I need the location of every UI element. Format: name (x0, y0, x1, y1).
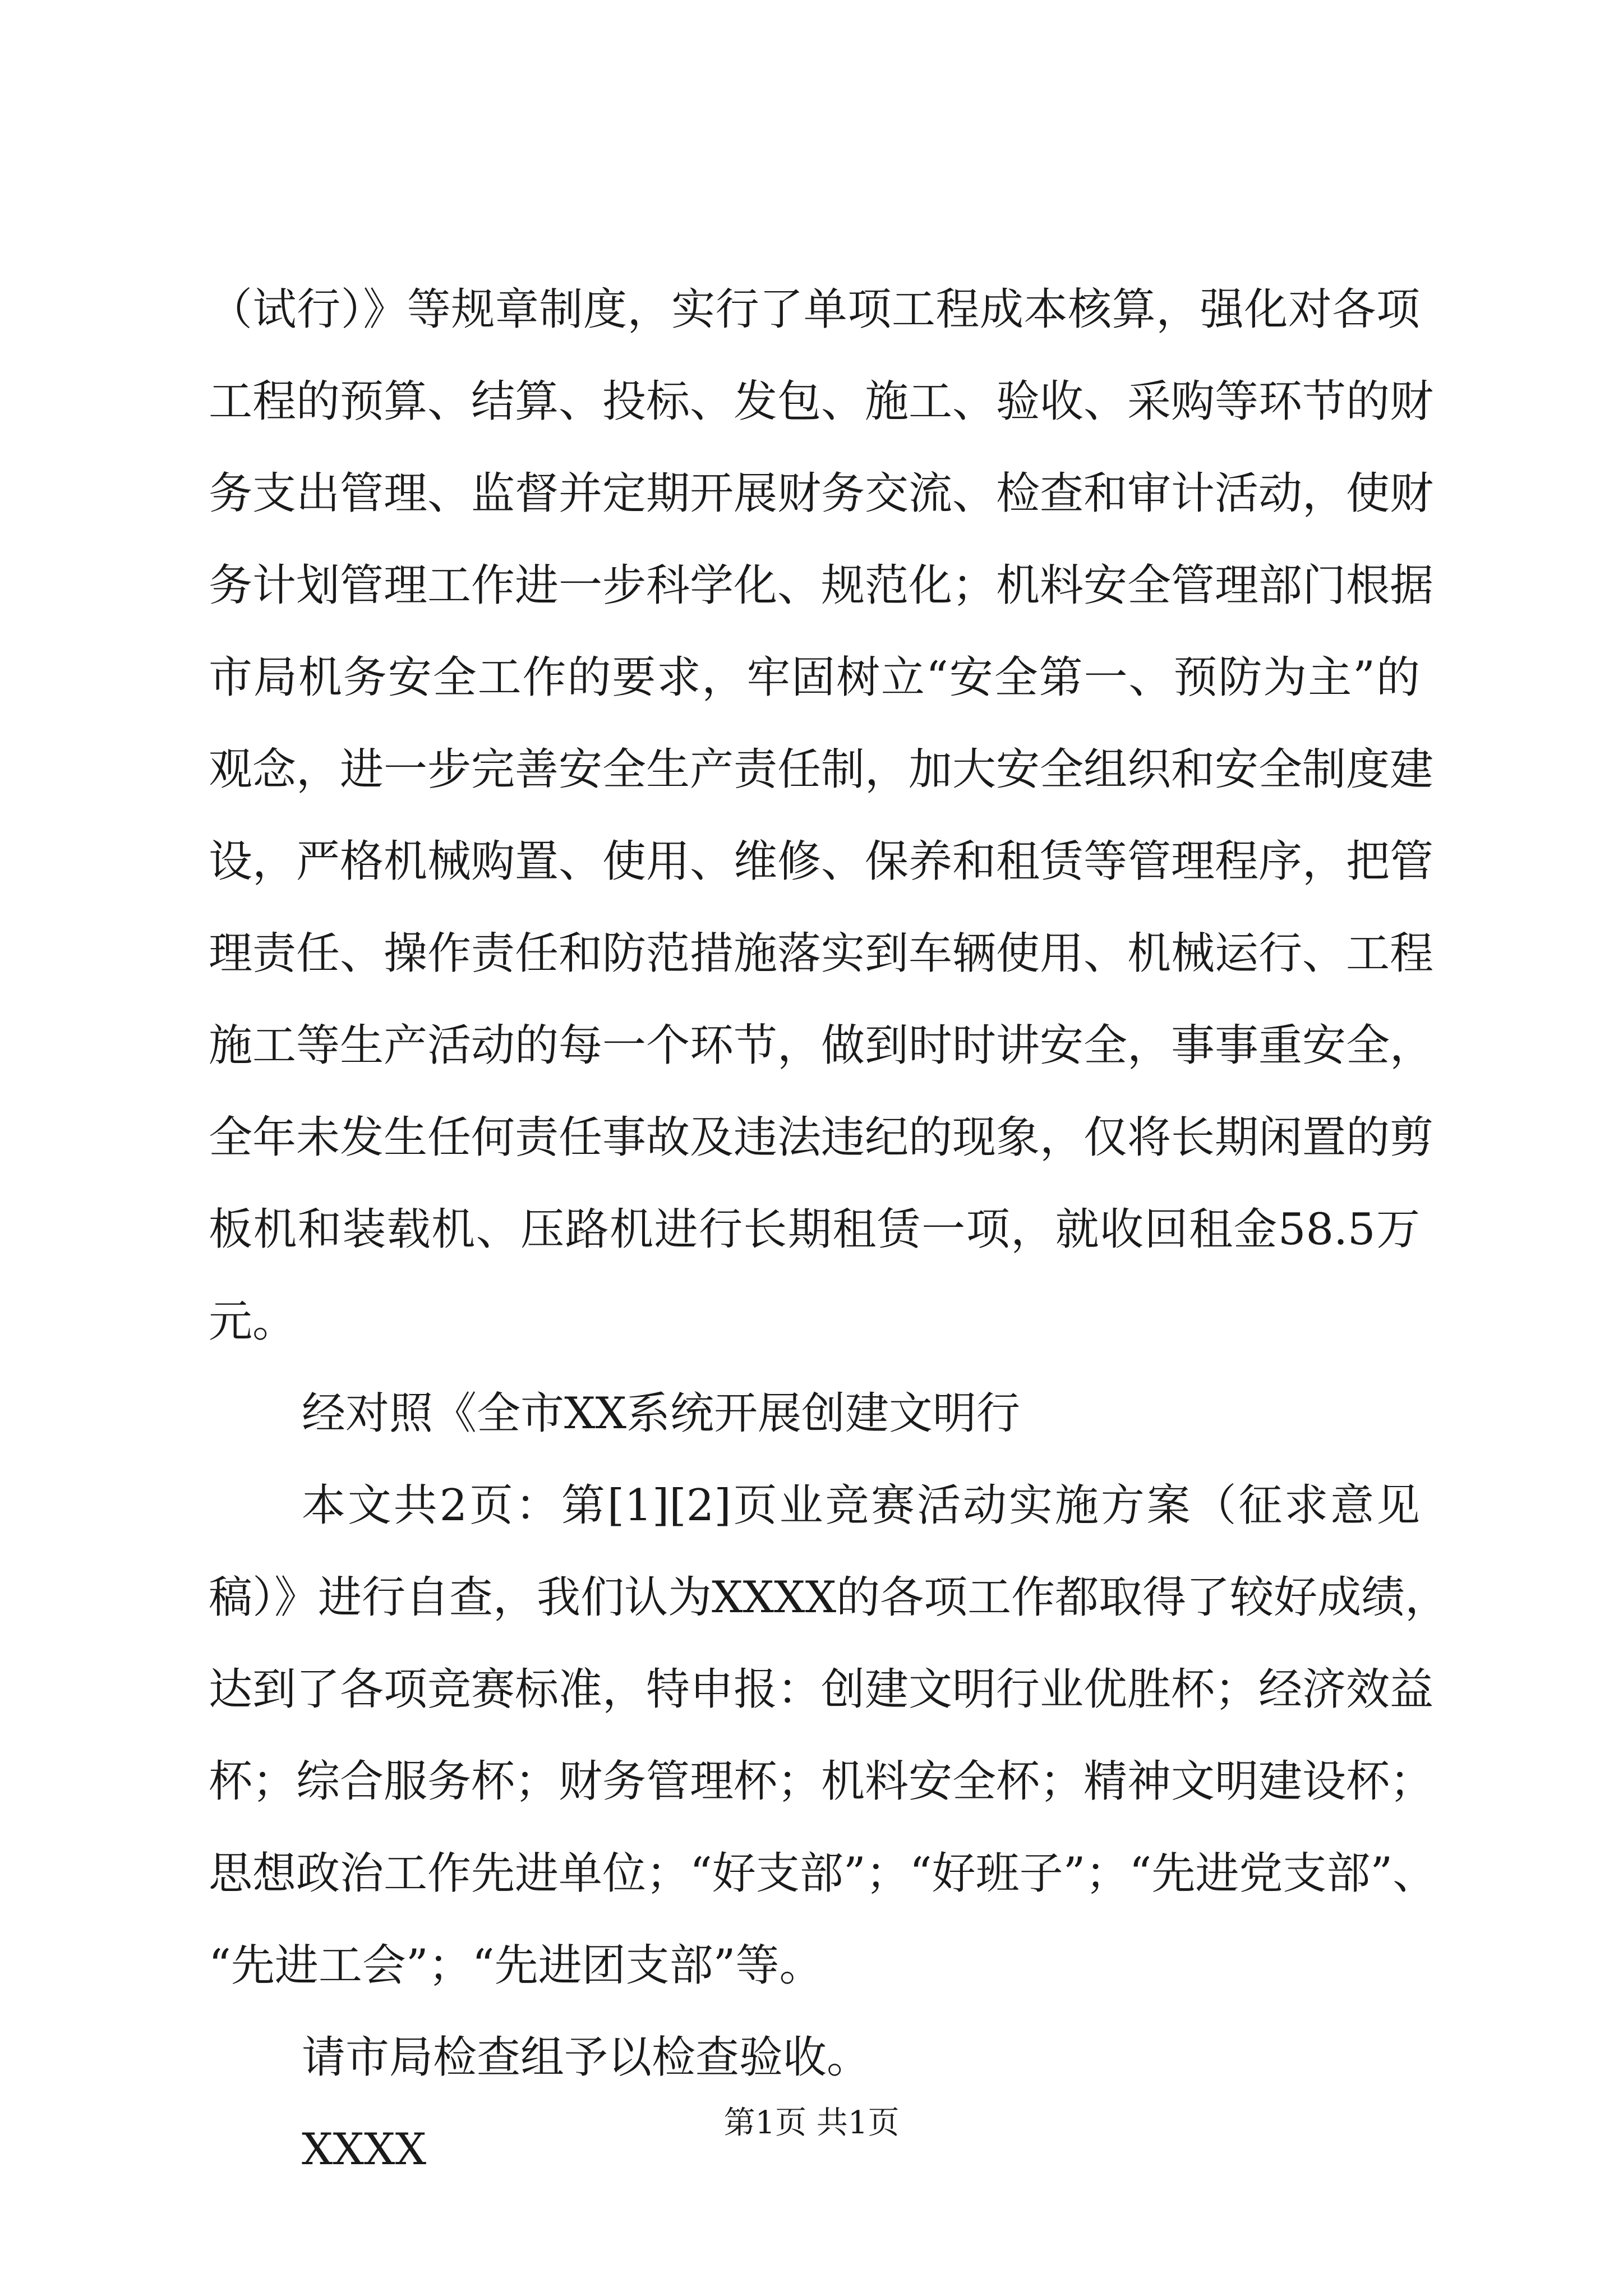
text-line: 经对照《全市XX系统开展创建文明行 (302, 1388, 1021, 1439)
text-line: 全年未发生任何责任事故及违法违纪的现象，仅将长期闲置的剪 (209, 1112, 1434, 1163)
text-line: 请市局检查组予以检查验收。 (302, 2032, 871, 2083)
text-line: 市局机务安全工作的要求，牢固树立“安全第一、预防为主”的 (209, 652, 1420, 703)
signature-text: XXXX (302, 2124, 427, 2175)
text-line: 元。 (209, 1296, 297, 1347)
page-footer: 第1页 共1页 (723, 2105, 900, 2141)
text-line: 设，严格机械购置、使用、维修、保养和租赁等管理程序，把管 (209, 836, 1434, 887)
text-line: 板机和装载机、压路机进行长期租赁一项，就收回租金58.5万 (209, 1204, 1420, 1255)
text-line: 观念，进一步完善安全生产责任制，加大安全组织和安全制度建 (209, 744, 1434, 795)
text-line: 达到了各项竞赛标准，特申报：创建文明行业优胜杯；经济效益 (209, 1664, 1434, 1715)
text-line: 务计划管理工作进一步科学化、规范化；机料安全管理部门根据 (209, 560, 1434, 611)
text-line: 本文共2页：第[1][2]页业竞赛活动实施方案（征求意见 (302, 1480, 1420, 1531)
text-line: 思想政治工作先进单位；“好支部”；“好班子”；“先进党支部”、 (209, 1848, 1437, 1899)
text-line: 理责任、操作责任和防范措施落实到车辆使用、机械运行、工程 (209, 928, 1434, 979)
text-line: （试行）》等规章制度，实行了单项工程成本核算，强化对各项 (209, 284, 1420, 335)
text-line: 务支出管理、监督并定期开展财务交流、检查和审计活动，使财 (209, 468, 1434, 519)
text-line: 稿）》进行自查，我们认为XXXX的各项工作都取得了较好成绩， (209, 1572, 1449, 1623)
body-text (209, 264, 1449, 2196)
text-line: “先进工会”；“先进团支部”等。 (209, 1940, 823, 1991)
text-line: 工程的预算、结算、投标、发包、施工、验收、采购等环节的财 (209, 376, 1434, 427)
text-line: 施工等生产活动的每一个环节，做到时时讲安全，事事重安全， (209, 1020, 1434, 1071)
text-line: 杯；综合服务杯；财务管理杯；机料安全杯；精神文明建设杯； (209, 1756, 1434, 1807)
